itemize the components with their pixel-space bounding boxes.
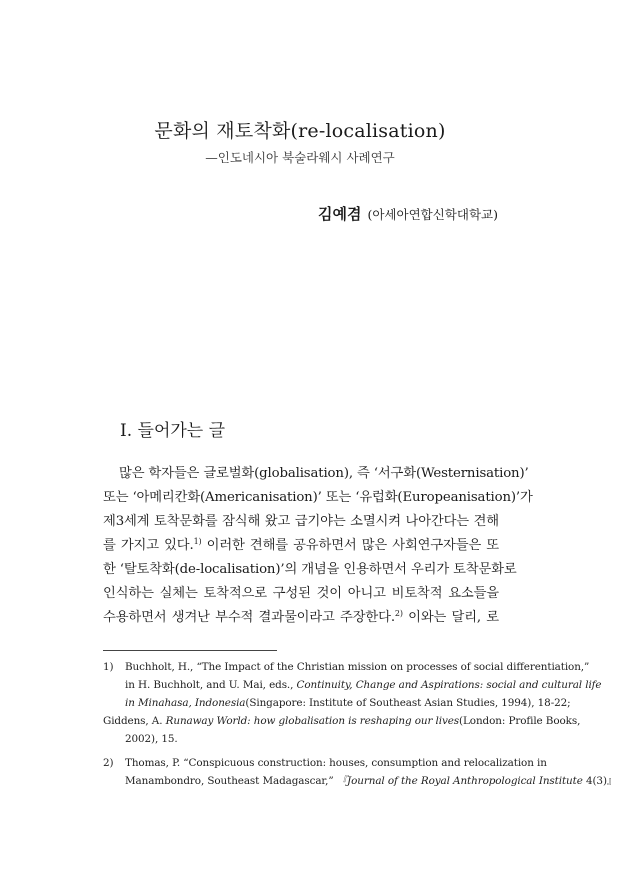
footnote-text: in H. Buchholt, and U. Mai, eds., <box>125 679 297 691</box>
body-line-text: 이와는 달리, 로 <box>402 610 499 625</box>
footnote-journal-title: 『Journal of the Royal Anthropological Institute <box>336 775 583 787</box>
footnote-2-line <box>103 754 547 772</box>
footnote-1-line <box>103 694 571 712</box>
author-affiliation: (아세아연합신학대학교) <box>367 207 498 222</box>
author-name: 김예겸 <box>318 205 362 223</box>
footnote-text: Thomas, P. “Conspicuous construction: houses, consumption and relocalization in <box>125 757 547 769</box>
footnote-book-title: Runaway World: how globalisation is reshaping our lives <box>165 715 460 727</box>
body-line: 인식하는 실체는 토착적으로 구성된 것이 아니고 비토착적 요소들을 <box>103 586 499 601</box>
footnote-text: Manambondro, Southeast Madagascar,” <box>125 775 337 787</box>
body-line <box>103 606 499 630</box>
article-title: 문화의 재토착화(re-localisation) <box>154 120 446 142</box>
footnote-text: Giddens, A. <box>103 715 166 727</box>
section-heading: I. 들어가는 글 <box>120 421 226 441</box>
footnote-text: Buchholt, H., “The Impact of the Christian mission on processes of social differentiation,” <box>125 661 590 673</box>
footnote-ref-2[interactable]: 2) <box>394 609 403 618</box>
author-line <box>318 203 498 224</box>
body-line: 제3세계 토착문화를 잠식해 왔고 급기야는 소멸시켜 나아간다는 견해 <box>103 514 499 529</box>
footnote-2-number: 2) <box>103 757 114 769</box>
footnote-1-line <box>103 658 590 676</box>
body-line: 또는 ‘아메리칸화(Americanisation)’ 또는 ‘유럽화(Europeanisation)’가 <box>103 490 533 505</box>
footnote-ref-1[interactable]: 1) <box>193 537 202 546</box>
footnotes <box>103 658 617 790</box>
article-subtitle: —인도네시아 북술라웨시 사례연구 <box>205 150 395 165</box>
footnote-text: (Singapore: Institute of Southeast Asian Studies, 1994), 18-22; <box>245 697 571 709</box>
body-line-text: 를 가지고 있다. <box>103 538 194 553</box>
footnote-text: (London: Profile Books, <box>459 715 581 727</box>
footnote-2-line <box>103 772 617 790</box>
footnote-1-line <box>103 712 581 730</box>
footnote-book-title: Continuity, Change and Aspirations: social and cultural life <box>296 679 602 691</box>
footnote-divider <box>103 650 277 651</box>
footnote-text: 4(3)』 <box>582 775 617 787</box>
footnote-1-number: 1) <box>103 661 114 673</box>
body-line: 많은 학자들은 글로벌화(globalisation), 즉 ‘서구화(Westernisation)’ <box>119 466 529 481</box>
body-line-text: 수용하면서 생겨난 부수적 결과물이라고 주장한다. <box>103 610 395 625</box>
body-line: 한 ‘탈토착화(de-localisation)’의 개념을 인용하면서 우리가 토착문화로 <box>103 562 517 577</box>
body-paragraph <box>103 462 533 630</box>
body-line <box>103 534 499 558</box>
footnote-1-line: 2002), 15. <box>125 733 178 745</box>
body-line-text: 이러한 견해를 공유하면서 많은 사회연구자들은 또 <box>201 538 499 553</box>
footnote-1-line <box>103 676 602 694</box>
footnote-book-title: in Minahasa, Indonesia <box>125 697 246 709</box>
